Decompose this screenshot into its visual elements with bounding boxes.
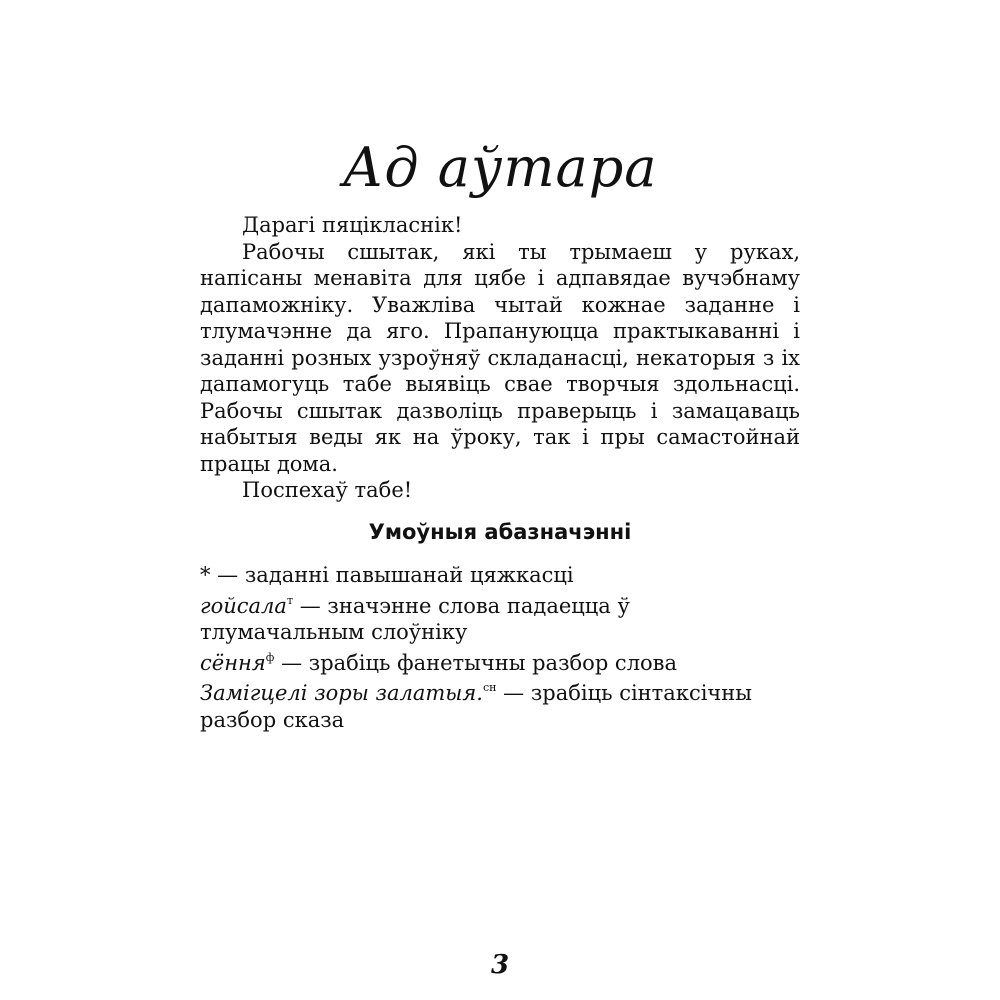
intro-text [200,212,800,504]
legend-description: — зрабіць фанетычны разбор слова [274,650,678,675]
page-title: Ад аўтара [342,136,658,199]
legend-mark: сн [482,681,497,694]
page-number: 3 [490,950,510,980]
legend-description: — значэнне слова падаецца ў тлумачальным слоўніку [200,593,630,644]
legend-item [200,680,800,733]
greeting-paragraph: Дарагі пяцікласнік! [242,213,463,237]
closing-paragraph: Поспехаў табе! [242,478,413,502]
legend-description: — заданні павышанай цяжкасці [210,563,574,587]
legend-term: Замігцелі зоры залатыя. [200,681,483,705]
legend-term: * [200,563,211,587]
legend-heading: Умоўныя абазначэнні [368,520,632,544]
legend-mark: ф [265,650,275,664]
legend-term: гойсала [200,593,287,618]
legend-item [200,562,800,589]
legend-mark: т [286,593,294,607]
legend-item [200,593,800,646]
legend-list [200,562,800,737]
legend-term: сёння [200,650,266,675]
legend-description: — зрабіць сінтаксічны разбор сказа [200,681,753,732]
main-paragraph: Рабочы сшытак, які ты трымаеш у руках, напісаны менавіта для цябе і адпавядае вучэбнаму дапаможніку. Уважліва чытай кожнае заданне і тлумачэнне да яго. Прапануюцца практыкаванні і заданні розных узроўняў складанасці, некаторыя з іх дапамогуць табе выявіць свае творчыя здольнасці. Рабочы сшытак дазволіць праверыць і замацаваць набытыя веды як на ўроку, так і пры самастойнай працы дома. [200,239,800,476]
legend-item [200,650,800,677]
